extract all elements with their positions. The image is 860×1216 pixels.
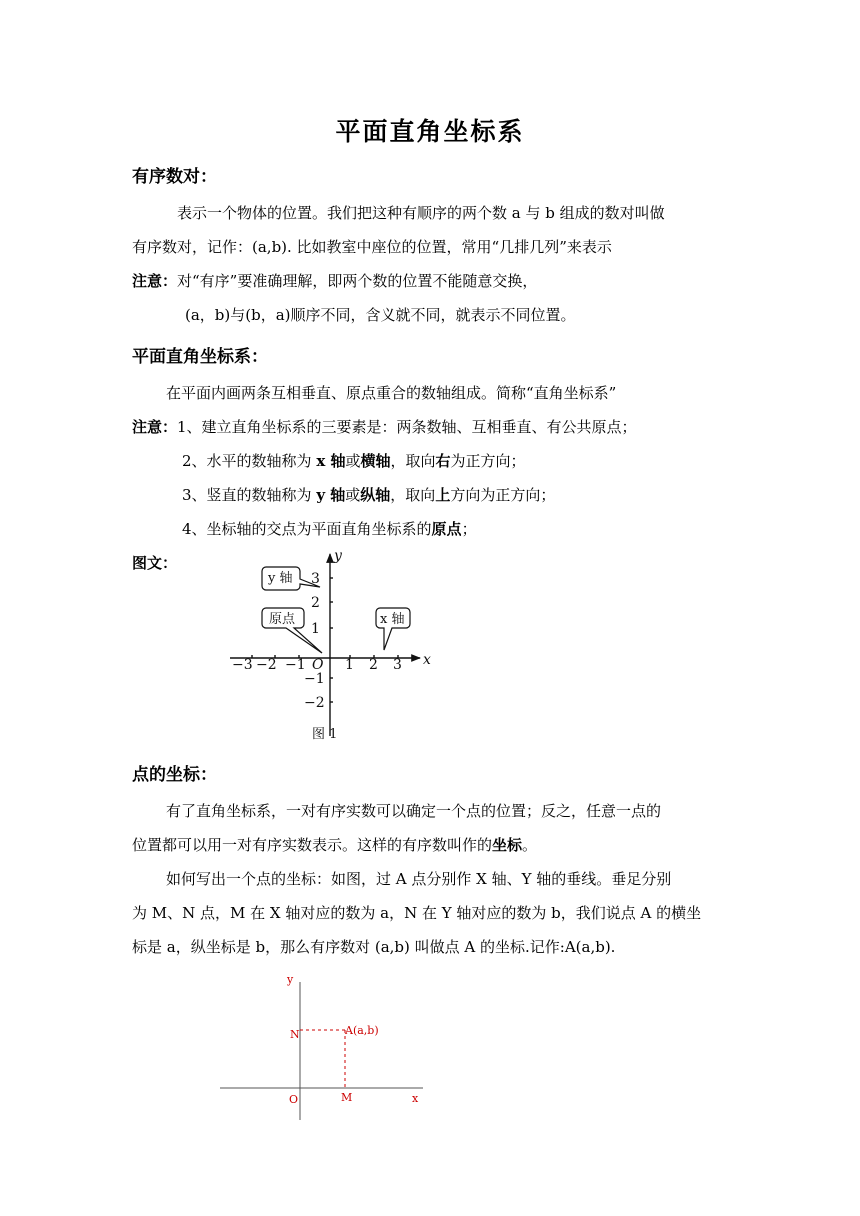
note-text: 对“有序”要准确理解，即两个数的位置不能随意交换， [177, 272, 538, 290]
right-term: 右 [435, 452, 451, 470]
note-text: 或 [345, 486, 361, 504]
note-label: 注意： [132, 272, 178, 290]
point-a-label: A(a,b) [345, 1024, 379, 1037]
y-axis-letter: y [334, 548, 342, 564]
vertical-axis-term: 纵轴 [360, 486, 391, 504]
up-term: 上 [435, 486, 451, 504]
note-line [182, 450, 526, 471]
y-tick-label: 1 [311, 621, 320, 637]
figure-label: 图文： [132, 554, 178, 572]
paragraph-line: 表示一个物体的位置。我们把这种有顺序的两个数 a 与 b 组成的数对叫做 [177, 204, 665, 222]
note-text: 2、水平的数轴称为 [182, 452, 317, 470]
note-line: (a，b)与(b，a)顺序不同，含义就不同，就表示不同位置。 [185, 306, 576, 324]
note-text: 或 [345, 452, 361, 470]
paragraph-text: 。 [522, 836, 538, 854]
paragraph-line: 有序数对，记作：(a,b). 比如教室中座位的位置，常用“几排几列”来表示 [132, 238, 612, 256]
x-tick-label: 1 [345, 657, 354, 673]
paragraph-line [132, 834, 537, 855]
origin-term: 原点 [431, 520, 462, 538]
note-text: ，取向 [390, 452, 436, 470]
figure-2-point-a [215, 968, 435, 1128]
coordinate-term: 坐标 [492, 836, 523, 854]
note-text: ，取向 [390, 486, 436, 504]
x-tick-label: 3 [393, 657, 402, 673]
paragraph-line: 如何写出一个点的坐标：如图，过 A 点分别作 X 轴、Y 轴的垂线。垂足分别 [166, 870, 672, 888]
page-title: 平面直角坐标系 [335, 117, 525, 146]
n-label: N [290, 1028, 300, 1041]
m-label: M [341, 1091, 353, 1104]
paragraph-line: 有了直角坐标系，一对有序实数可以确定一个点的位置；反之，任意一点的 [166, 802, 662, 820]
note-text: 1、建立直角坐标系的三要素是：两条数轴、互相垂直、有公共原点； [177, 418, 637, 436]
paragraph-line: 在平面内画两条互相垂直、原点重合的数轴组成。简称“直角坐标系” [166, 384, 617, 402]
y-axis-callout-text: y 轴 [268, 571, 293, 586]
note-line [182, 518, 477, 539]
x-tick-label: −1 [285, 657, 306, 673]
note-label: 注意： [132, 418, 178, 436]
heading-ordered-pair: 有序数对： [132, 167, 217, 187]
note-text: 方向为正方向； [450, 486, 556, 504]
y-tick-label: 3 [311, 571, 320, 587]
heading-point-coordinates: 点的坐标： [132, 765, 217, 785]
figure-1-axes [220, 546, 440, 746]
origin-letter: O [312, 657, 324, 673]
x-tick-label: −2 [256, 657, 277, 673]
note-text: 3、竖直的数轴称为 [182, 486, 317, 504]
x-label: x [412, 1092, 419, 1105]
note-text: 为正方向； [450, 452, 526, 470]
origin-callout-text: 原点 [269, 612, 296, 627]
origin-label: O [289, 1093, 299, 1106]
note-line [182, 484, 555, 505]
x-axis-term: x 轴 [316, 452, 346, 470]
y-tick-label: 2 [311, 595, 320, 611]
x-tick-label: 2 [369, 657, 378, 673]
paragraph-line: 为 M、N 点，M 在 X 轴对应的数为 a，N 在 Y 轴对应的数为 b，我们说点 A 的横坐 [132, 904, 702, 922]
y-tick-label: −1 [304, 671, 325, 687]
horizontal-axis-term: 横轴 [360, 452, 391, 470]
note-text: 4、坐标轴的交点为平面直角坐标系的 [182, 520, 432, 538]
paragraph-line: 标是 a，纵坐标是 b，那么有序数对 (a,b) 叫做点 A 的坐标.记作:A(a,b). [132, 938, 616, 956]
note-line [132, 270, 537, 291]
y-label: y [287, 973, 294, 986]
note-text: ； [461, 520, 477, 538]
heading-coordinate-system: 平面直角坐标系： [132, 347, 268, 367]
note-line [132, 416, 637, 437]
y-axis-term: y 轴 [316, 486, 346, 504]
figure-caption: 图 1 [312, 727, 338, 742]
x-axis-letter: x [423, 652, 431, 668]
x-axis-callout-text: x 轴 [380, 612, 405, 627]
y-tick-label: −2 [304, 695, 325, 711]
paragraph-text: 位置都可以用一对有序实数表示。这样的有序数叫作的 [132, 836, 493, 854]
x-tick-label: −3 [232, 657, 253, 673]
